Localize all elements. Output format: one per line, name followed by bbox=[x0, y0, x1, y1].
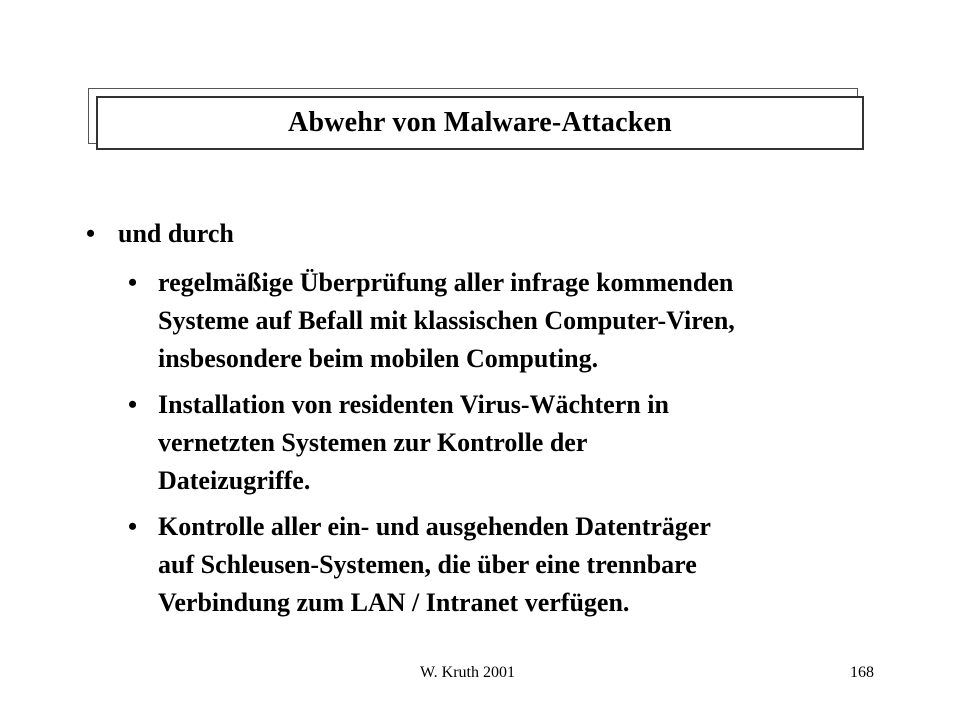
bullet-item-virus-guards bbox=[128, 386, 900, 500]
slide-content bbox=[80, 214, 900, 630]
bullet-level2-list bbox=[80, 264, 900, 622]
bullet-item-text bbox=[158, 508, 900, 622]
slide-title: Abwehr von Malware-Attacken bbox=[288, 107, 672, 138]
bullet-dot-icon: • bbox=[128, 512, 138, 541]
bullet-item-regular-checks bbox=[128, 264, 900, 378]
bullet-line: Dateizugriffe. bbox=[158, 466, 311, 495]
bullet-line: Installation von residenten Virus-Wächtern in bbox=[158, 390, 669, 419]
bullet-item-text bbox=[158, 386, 900, 500]
footer-author: W. Kruth 2001 bbox=[420, 664, 515, 681]
bullet-line: Verbindung zum LAN / Intranet verfügen. bbox=[158, 588, 630, 617]
bullet-line: vernetzten Systemen zur Kontrolle der bbox=[158, 428, 588, 457]
bullet-dot-icon: • bbox=[128, 390, 138, 419]
bullet-dot-icon: • bbox=[86, 219, 96, 248]
bullet-level1-text: und durch bbox=[118, 219, 234, 248]
bullet-dot-icon: • bbox=[128, 268, 138, 297]
bullet-line: Kontrolle aller ein- und ausgehenden Datenträger bbox=[158, 512, 711, 541]
bullet-line: auf Schleusen-Systemen, die über eine trennbare bbox=[158, 550, 697, 579]
bullet-item-text bbox=[158, 264, 900, 378]
bullet-line: regelmäßige Überprüfung aller infrage kommenden bbox=[158, 268, 734, 297]
bullet-line: insbesondere beim mobilen Computing. bbox=[158, 344, 599, 373]
page-number: 168 bbox=[850, 664, 874, 681]
bullet-level1 bbox=[80, 214, 900, 254]
bullet-line: Systeme auf Befall mit klassischen Computer-Viren, bbox=[158, 306, 735, 335]
bullet-item-data-carrier-control bbox=[128, 508, 900, 622]
